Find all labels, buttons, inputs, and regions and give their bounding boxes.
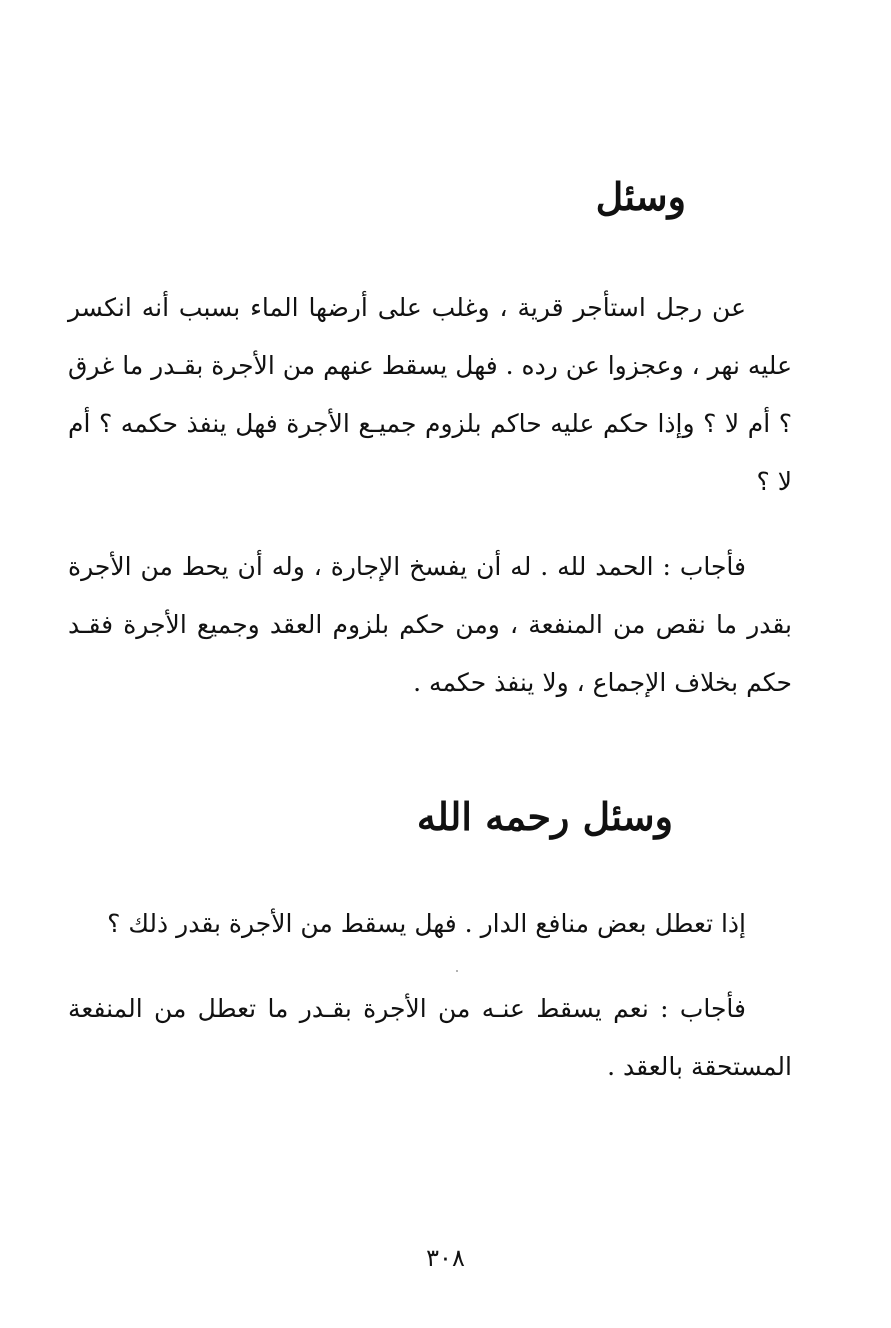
page-number: ٣٠٨ xyxy=(426,1244,465,1272)
answer-paragraph-1: فأجاب : الحمد لله . له أن يفسخ الإجارة ، وله أن يحط من الأجرة بقدر ما نقص من المنفعة ، ومن حكم بلزوم العقد وجميع الأجرة فقـد حكم بخلاف الإجماع ، ولا ينفذ حكمه . xyxy=(68,552,792,697)
answer-paragraph-2: فأجاب : نعم يسقط عنـه من الأجرة بقـدر ما تعطل من المنفعة المستحقة بالعقد . xyxy=(68,994,792,1081)
print-speck xyxy=(456,970,458,972)
question-paragraph-2: إذا تعطل بعض منافع الدار . فهل يسقط من الأجرة بقدر ذلك ؟ xyxy=(107,909,746,938)
section-heading-1: وسئل xyxy=(595,174,686,219)
section-heading-2: وسئل رحمه الله xyxy=(416,794,673,839)
question-paragraph-1: عن رجل استأجر قرية ، وغلب على أرضها الماء بسبب أنه انكسر عليه نهر ، وعجزوا عن رده . فهل يسقط عنهم من الأجرة بقـدر ما غرق ؟ أم لا ؟ وإذا حكم عليه حاكم بلزوم جميـع الأجرة فهل ينفذ حكمه ؟ أم لا ؟ xyxy=(68,293,792,496)
